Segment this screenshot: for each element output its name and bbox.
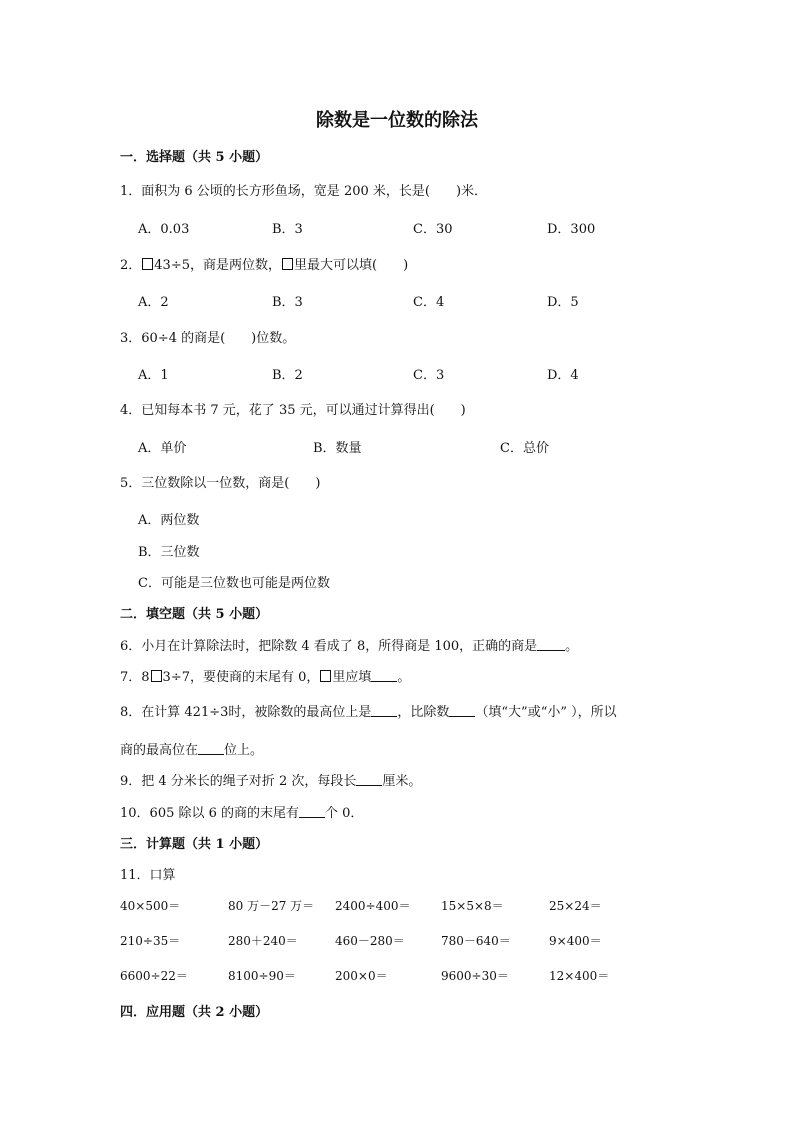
calc-cell: 200×0＝	[335, 969, 388, 983]
q5-option-b: B．三位数	[138, 545, 200, 560]
question-8-continued	[120, 739, 263, 758]
section-heading-fill: 二．填空题（共 5 小题）	[120, 607, 269, 622]
q11-number: 11．	[120, 868, 150, 883]
q7-text-c: 里应填	[332, 670, 372, 685]
page-title: 除数是一位数的除法	[316, 110, 478, 131]
calc-cell: 8100÷90＝	[228, 969, 296, 983]
q8-text-d: 商的最高位在	[120, 743, 199, 758]
answer-blank	[198, 742, 224, 755]
q8-text-a: 8．在计算 421÷3时，被除数的最高位上是	[120, 705, 372, 720]
q1-option-a: A．0.03	[138, 222, 190, 237]
calc-cell: 780－640＝	[441, 934, 511, 948]
calc-cell: 9×400＝	[549, 934, 602, 948]
q6-text-a: 6．小月在计算除法时，把除数 4 看成了 8，所得商是 100，正确的商是	[120, 639, 538, 654]
question-10	[120, 802, 363, 821]
question-5: 5．三位数除以一位数，商是( )	[120, 476, 321, 491]
q5-option-a: A．两位数	[138, 513, 200, 528]
calc-cell: 12×400＝	[549, 969, 610, 983]
blank-box-icon	[320, 670, 331, 682]
calc-cell: 40×500＝	[120, 899, 181, 913]
q3-option-d: D．4	[547, 368, 579, 383]
question-6	[120, 635, 578, 654]
calc-cell: 6600÷22＝	[120, 969, 188, 983]
calc-cell: 80 万－27 万＝	[228, 899, 315, 913]
q3-option-a: A．1	[138, 368, 169, 383]
q11-label: 口算	[149, 868, 176, 883]
q3-option-b: B．2	[272, 368, 303, 383]
answer-blank	[299, 805, 325, 818]
calc-cell: 280＋240＝	[228, 934, 298, 948]
blank-box-icon	[282, 258, 293, 270]
answer-blank	[356, 773, 382, 786]
question-1: 1．面积为 6 公顷的长方形鱼场，宽是 200 米，长是( )米．	[120, 184, 488, 199]
q6-text-b: 。	[565, 639, 579, 654]
question-7	[120, 666, 410, 685]
calc-cell: 210÷35＝	[120, 934, 181, 948]
answer-blank	[371, 704, 397, 717]
q8-text-b: ，比除数	[397, 705, 450, 720]
q2-number: 2．	[120, 258, 142, 273]
q2-option-b: B．3	[272, 295, 303, 310]
q10-text-b: 个 0．	[325, 806, 364, 821]
q1-option-c: C．30	[413, 222, 453, 237]
q8-text-e: 位上。	[224, 743, 264, 758]
q2-option-d: D．5	[547, 295, 579, 310]
q7-text-d: 。	[397, 670, 411, 685]
calc-cell: 25×24＝	[549, 899, 602, 913]
calc-cell: 460－280＝	[335, 934, 405, 948]
question-2	[120, 254, 408, 273]
question-11	[120, 864, 176, 883]
question-9	[120, 770, 421, 789]
calc-cell: 9600÷30＝	[441, 969, 509, 983]
answer-blank	[537, 638, 565, 651]
q2-text-a: 43÷5，商是两位数，	[154, 258, 281, 273]
calc-cell: 2400÷400＝	[335, 899, 411, 913]
blank-box-icon	[142, 258, 153, 270]
q7-text-a: 7．8	[120, 670, 150, 685]
q9-text-b: 厘米。	[382, 774, 422, 789]
q1-option-b: B．3	[272, 222, 303, 237]
q4-option-c: C．总价	[500, 441, 549, 456]
q2-text-b: 里最大可以填( )	[294, 258, 409, 273]
answer-blank	[371, 669, 397, 682]
q2-option-c: C．4	[413, 295, 445, 310]
q8-text-c: （填“大”或“小” ），所以	[475, 705, 617, 720]
q9-text-a: 9．把 4 分米长的绳子对折 2 次，每段长	[120, 774, 357, 789]
section-heading-choice: 一．选择题（共 5 小题）	[120, 150, 269, 165]
calc-cell: 15×5×8＝	[441, 899, 504, 913]
blank-box-icon	[151, 670, 162, 682]
question-4: 4．已知每本书 7 元，花了 35 元，可以通过计算得出( )	[120, 403, 466, 418]
q10-text-a: 10．605 除以 6 的商的末尾有	[120, 806, 300, 821]
section-heading-apply: 四．应用题（共 2 小题）	[120, 1005, 269, 1020]
q3-option-c: C．3	[413, 368, 445, 383]
q4-option-b: B．数量	[313, 441, 362, 456]
q7-text-b: 3÷7，要使商的末尾有 0，	[162, 670, 320, 685]
q5-option-c: C．可能是三位数也可能是两位数	[138, 576, 330, 591]
q4-option-a: A．单价	[138, 441, 187, 456]
question-8	[120, 701, 617, 720]
q1-option-d: D．300	[547, 222, 596, 237]
answer-blank	[449, 704, 475, 717]
section-heading-calc: 三．计算题（共 1 小题）	[120, 837, 269, 852]
q2-option-a: A．2	[138, 295, 169, 310]
question-3: 3．60÷4 的商是( )位数。	[120, 331, 296, 346]
